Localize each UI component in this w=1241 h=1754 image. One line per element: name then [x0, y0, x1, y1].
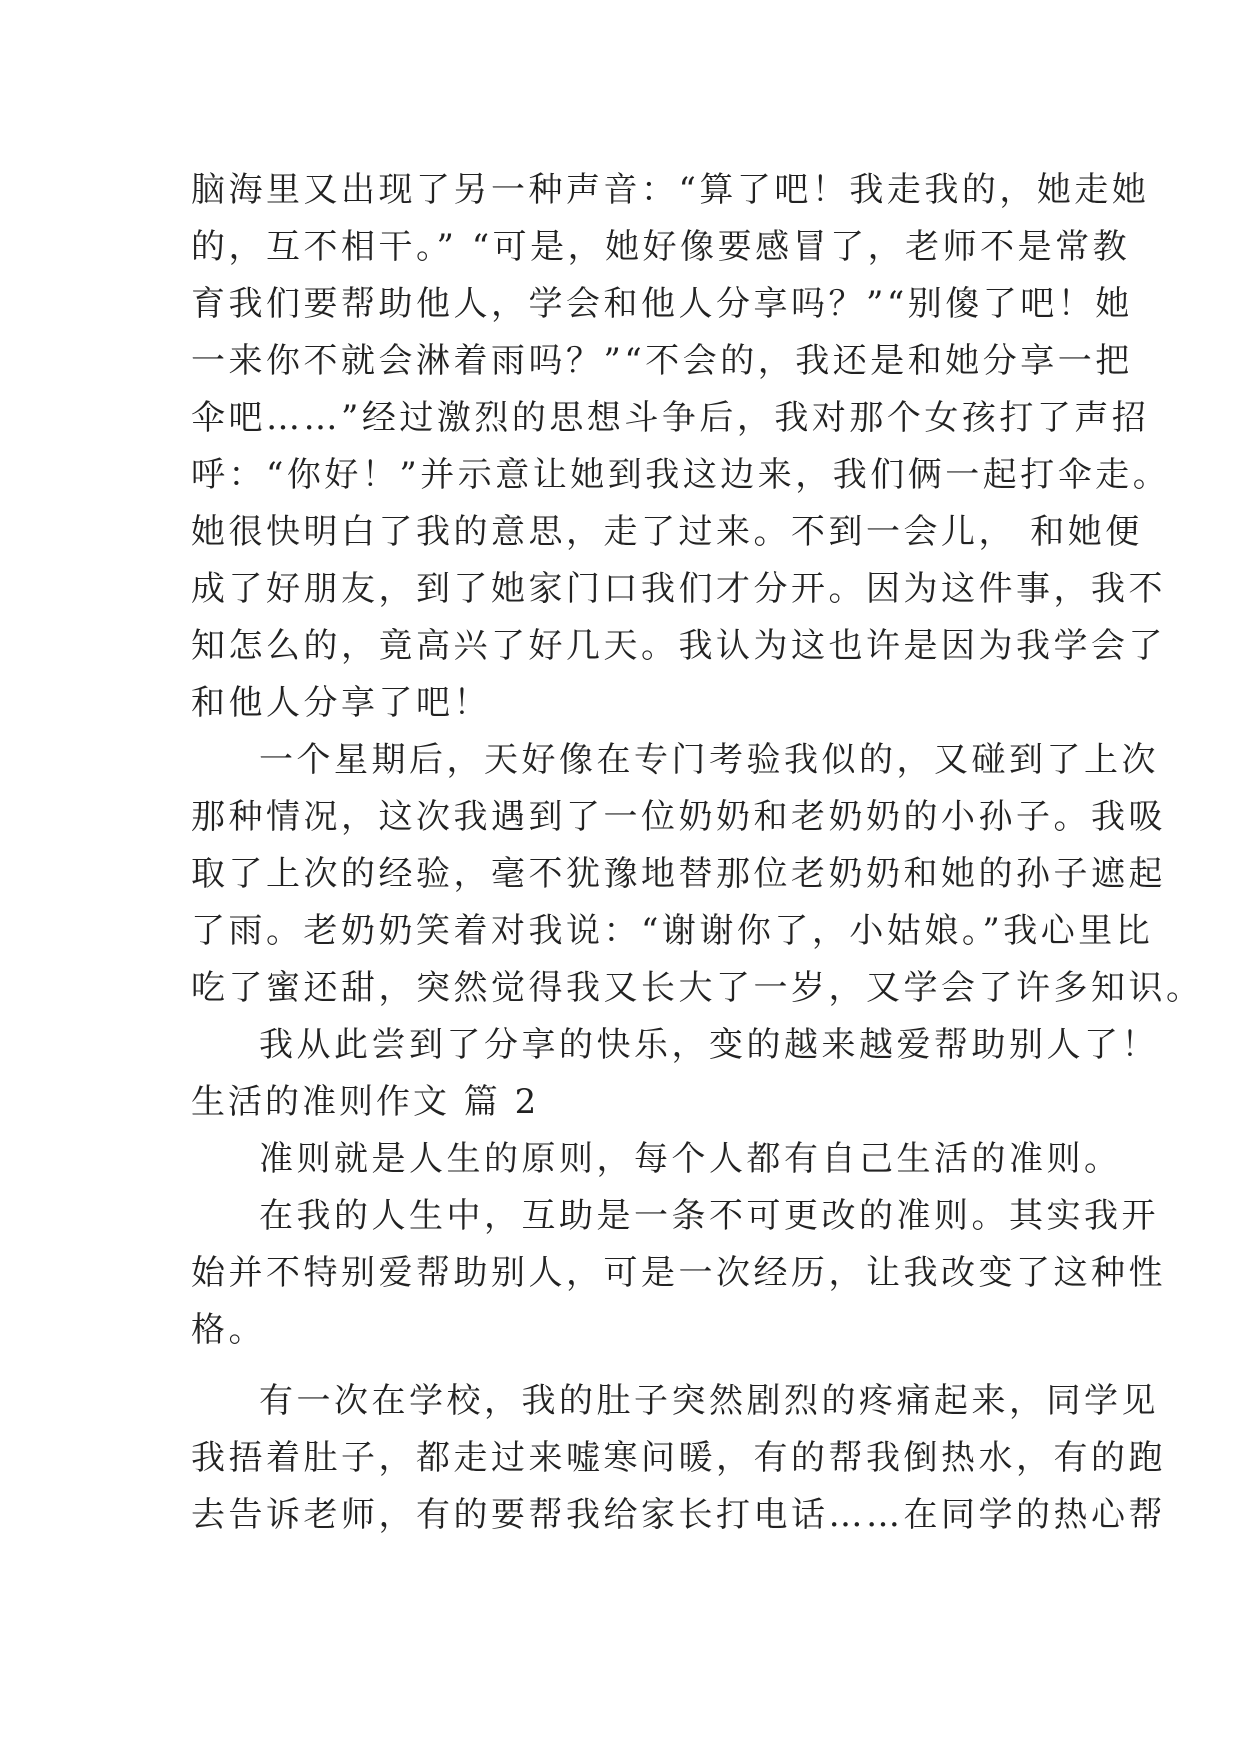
paragraph-first-line: 在我的人生中，互助是一条不可更改的准则。其实我开: [259, 1196, 1159, 1236]
text-line: 呼：“你好！”并示意让她到我这边来，我们俩一起打伞走。: [191, 455, 1171, 495]
text-line: 去告诉老师，有的要帮我给家长打电话……在同学的热心帮: [191, 1495, 1166, 1535]
text-line: 她很快明白了我的意思，走了过来。不到一会儿， 和她便: [191, 512, 1143, 552]
text-line: 格。: [191, 1310, 266, 1350]
text-line: 那种情况，这次我遇到了一位奶奶和老奶奶的小孙子。我吸: [191, 797, 1166, 837]
paragraph-first-line: 一个星期后，天好像在专门考验我似的，又碰到了上次: [259, 740, 1159, 780]
text-line: 成了好朋友，到了她家门口我们才分开。因为这件事，我不: [191, 569, 1166, 609]
paragraph-first-line: 有一次在学校，我的肚子突然剧烈的疼痛起来，同学见: [259, 1381, 1159, 1421]
text-line: 伞吧……”经过激烈的思想斗争后，我对那个女孩打了声招: [191, 398, 1150, 438]
text-line: 育我们要帮助他人，学会和他人分享吗？”“别傻了吧！她: [191, 284, 1133, 324]
paragraph-first-line: 我从此尝到了分享的快乐，变的越来越爱帮助别人了！: [259, 1025, 1159, 1065]
text-line: 了雨。老奶奶笑着对我说：“谢谢你了，小姑娘。”我心里比: [191, 911, 1154, 951]
essay-body: [191, 162, 1204, 1544]
text-line: 一来你不就会淋着雨吗？”“不会的，我还是和她分享一把: [191, 341, 1133, 381]
text-line: 取了上次的经验，毫不犹豫地替那位老奶奶和她的孙子遮起: [191, 854, 1166, 894]
text-line: 和他人分享了吧！: [191, 683, 491, 723]
text-line: 我捂着肚子，都走过来嘘寒问暖，有的帮我倒热水，有的跑: [191, 1438, 1166, 1478]
paragraph-first-line: 准则就是人生的原则，每个人都有自己生活的准则。: [259, 1139, 1122, 1179]
section-heading: 生活的准则作文 篇 2: [191, 1082, 540, 1122]
text-line: 知怎么的，竟高兴了好几天。我认为这也许是因为我学会了: [191, 626, 1166, 666]
text-line: 脑海里又出现了另一种声音：“算了吧！我走我的，她走她: [191, 170, 1150, 210]
text-line: 始并不特别爱帮助别人，可是一次经历，让我改变了这种性: [191, 1253, 1166, 1293]
text-line: 的，互不相干。” “可是，她好像要感冒了，老师不是常教: [191, 227, 1131, 267]
text-line: 吃了蜜还甜，突然觉得我又长大了一岁，又学会了许多知识。: [191, 968, 1204, 1008]
